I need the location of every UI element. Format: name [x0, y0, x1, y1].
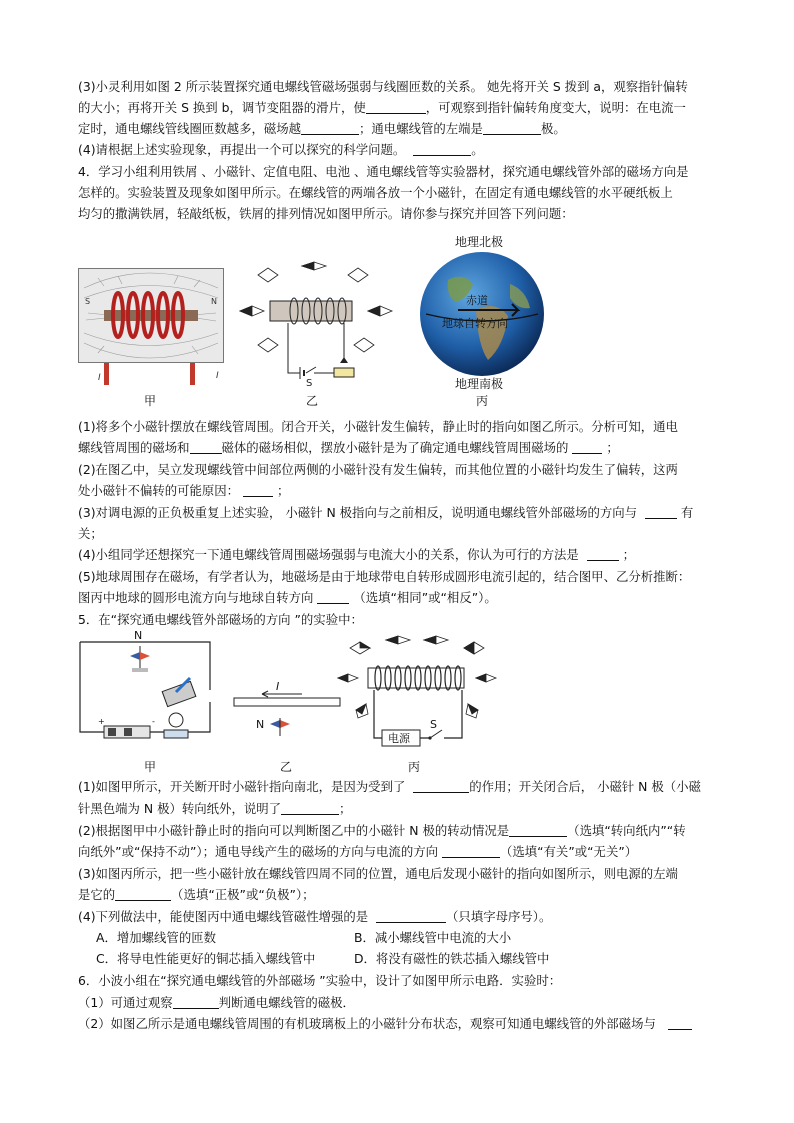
text-line: (5)地球周围存在磁场，有学者认为，地磁场是由于地球带电自转形成圆形电流引起的，结合图甲、乙分析推断： — [78, 569, 691, 584]
figure-jia-iron-filings — [78, 268, 224, 388]
label-geo-south: 地理南极 — [455, 377, 504, 391]
svg-text:I: I — [276, 680, 280, 693]
caption-jia: 甲 — [144, 394, 157, 408]
svg-text:I: I — [98, 373, 101, 383]
label-geo-north: 地理北极 — [455, 235, 504, 249]
figure-q5-yi-wire — [232, 680, 344, 750]
option-a[interactable]: A．增加螺线管的匝数 — [96, 930, 216, 945]
answer-blank[interactable] — [645, 506, 677, 519]
figure-q5-bing-solenoid — [336, 634, 498, 752]
text-line: 针黑色端为 N 极）转向纸外，说明了 ； — [78, 801, 352, 816]
answer-blank[interactable] — [587, 548, 619, 561]
answer-blank[interactable] — [115, 888, 171, 901]
text-line: (1)如图甲所示，开关断开时小磁针指向南北，是因为受到了 的作用；开关闭合后， 小磁针 N 极（小磁 — [78, 779, 701, 794]
text-line: （1）可通过观察 判断通电螺线管的磁极． — [78, 995, 355, 1010]
text-line: 均匀的撒满铁屑，轻敲纸板，铁屑的排列情况如图甲所示。请你参与探究并回答下列问题： — [78, 206, 574, 221]
answer-blank[interactable] — [366, 101, 426, 114]
text-line: 是它的 （选填“正极”或“负极”）； — [78, 887, 315, 902]
answer-blank[interactable] — [483, 122, 541, 135]
option-d[interactable]: D．将没有磁性的铁芯插入螺线管中 — [354, 951, 550, 966]
svg-text:S: S — [430, 718, 437, 731]
text-line: (3)如图丙所示，把一些小磁针放在螺线管四周不同的位置，通电后发现小磁针的指向如图所示，则电源的左端 — [78, 866, 678, 881]
text-line: 怎样的。实验装置及现象如图甲所示。在螺线管的两端各放一个小磁针，在固定有通电螺线管的水平硬纸板上 — [78, 185, 673, 200]
text-line: 的大小；再将开关 S 换到 b，调节变阻器的滑片，使 ，可观察到指针偏转角度变大，说明：在电流一 — [78, 100, 686, 115]
figure-yi-compass-solenoid — [236, 253, 396, 389]
text-line: (3)小灵利用如图 2 所示装置探究通电螺线管磁场强弱与线圈匝数的关系。 她先将开关 S 拨到 a，观察指针偏转 — [78, 79, 688, 94]
text-line: (1)将多个小磁针摆放在螺线管周围。闭合开关，小磁针发生偏转，静止时的指向如图乙所示。分析可知，通电 — [78, 419, 678, 434]
option-c[interactable]: C．将导电性能更好的铜芯插入螺线管中 — [96, 951, 316, 966]
figure-bing-earth — [418, 250, 546, 378]
answer-blank[interactable] — [509, 824, 567, 837]
label-n: N — [211, 297, 217, 306]
svg-text:赤道: 赤道 — [466, 294, 488, 307]
text-line: 螺线管周围的磁场和 磁体的磁场相似，摆放小磁针是为了确定通电螺线管周围磁场的 ； — [78, 440, 619, 455]
text-line: (2)根据图甲中小磁针静止时的指向可以判断图乙中的小磁针 N 极的转动情况是 （选填“转向纸内”“转 — [78, 823, 686, 838]
option-b[interactable]: B．减小螺线管中电流的大小 — [354, 930, 512, 945]
svg-text:-: - — [152, 717, 155, 726]
question-4-stem: 4．学习小组利用铁屑 、小磁针、定值电阻、电池 、通电螺线管等实验器材，探究通电螺线管外部的磁场方向是 — [78, 164, 689, 179]
answer-blank[interactable] — [281, 802, 339, 815]
text-line: 定时，通电螺线管线圈匝数越多，磁场越 ；通电螺线管的左端是 极。 — [78, 121, 566, 136]
text-line: (4)下列做法中，能使图丙中通电螺线管磁性增强的是 （只填字母序号）。 — [78, 909, 552, 924]
answer-blank[interactable] — [572, 441, 602, 454]
svg-text:电源: 电源 — [388, 732, 410, 745]
text-line: （2）如图乙所示是通电螺线管周围的有机玻璃板上的小磁针分布状态，观察可知通电螺线管的外部磁场与 — [78, 1015, 692, 1033]
text-line: (2)在图乙中，吴立发现螺线管中间部位两侧的小磁针没有发生偏转，而其他位置的小磁针均发生了偏转，这两 — [78, 462, 678, 477]
text-line: 图丙中地球的圆形电流方向与地球自转方向 （选填“相同”或“相反”）。 — [78, 590, 497, 605]
answer-blank[interactable] — [668, 1017, 692, 1030]
question-5-stem: 5．在“探究通电螺线管外部磁场的方向 ”的实验中： — [78, 612, 363, 627]
answer-blank[interactable] — [173, 996, 219, 1009]
text-line: 处小磁针不偏转的可能原因： ； — [78, 483, 290, 498]
text-line: (4)小组同学还想探究一下通电螺线管周围磁场强弱与电流大小的关系，你认为可行的方法是 ； — [78, 547, 636, 562]
answer-blank[interactable] — [317, 591, 349, 604]
answer-blank[interactable] — [413, 780, 469, 793]
figure-q5-jia-circuit — [78, 630, 218, 748]
caption-yi: 乙 — [306, 394, 319, 408]
answer-blank[interactable] — [243, 484, 273, 497]
answer-blank[interactable] — [413, 143, 471, 156]
answer-blank[interactable] — [190, 441, 222, 454]
caption-q5-jia: 甲 — [144, 760, 157, 774]
text-line: (4)请根据上述实验现象，再提出一个可以探究的科学问题。 。 — [78, 142, 484, 157]
answer-blank[interactable] — [376, 910, 446, 923]
caption-bing: 丙 — [476, 394, 489, 408]
text-line: 向纸外”或“保持不动”）；通电导线产生的磁场的方向与电流的方向 （选填“有关”或“无关”） — [78, 844, 638, 859]
caption-q5-bing: 丙 — [408, 760, 421, 774]
answer-blank[interactable] — [301, 122, 359, 135]
text-line: (3)对调电源的正负极重复上述实验， 小磁针 N 极指向与之前相反，说明通电螺线管外部磁场的方向与 有 — [78, 505, 694, 520]
caption-q5-yi: 乙 — [280, 760, 293, 774]
text-line: 关； — [78, 526, 103, 541]
svg-text:N: N — [134, 630, 143, 642]
svg-text:N: N — [256, 718, 265, 731]
svg-text:I: I — [216, 371, 219, 381]
question-6-stem: 6．小波小组在“探究通电螺线管的外部磁场 ”实验中，设计了如图甲所示电路．实验时： — [78, 973, 562, 988]
answer-blank[interactable] — [442, 845, 500, 858]
svg-text:S: S — [306, 378, 313, 389]
label-s: S — [85, 297, 91, 306]
svg-text:+: + — [98, 717, 105, 726]
svg-text:地球自转方向: 地球自转方向 — [442, 317, 508, 330]
